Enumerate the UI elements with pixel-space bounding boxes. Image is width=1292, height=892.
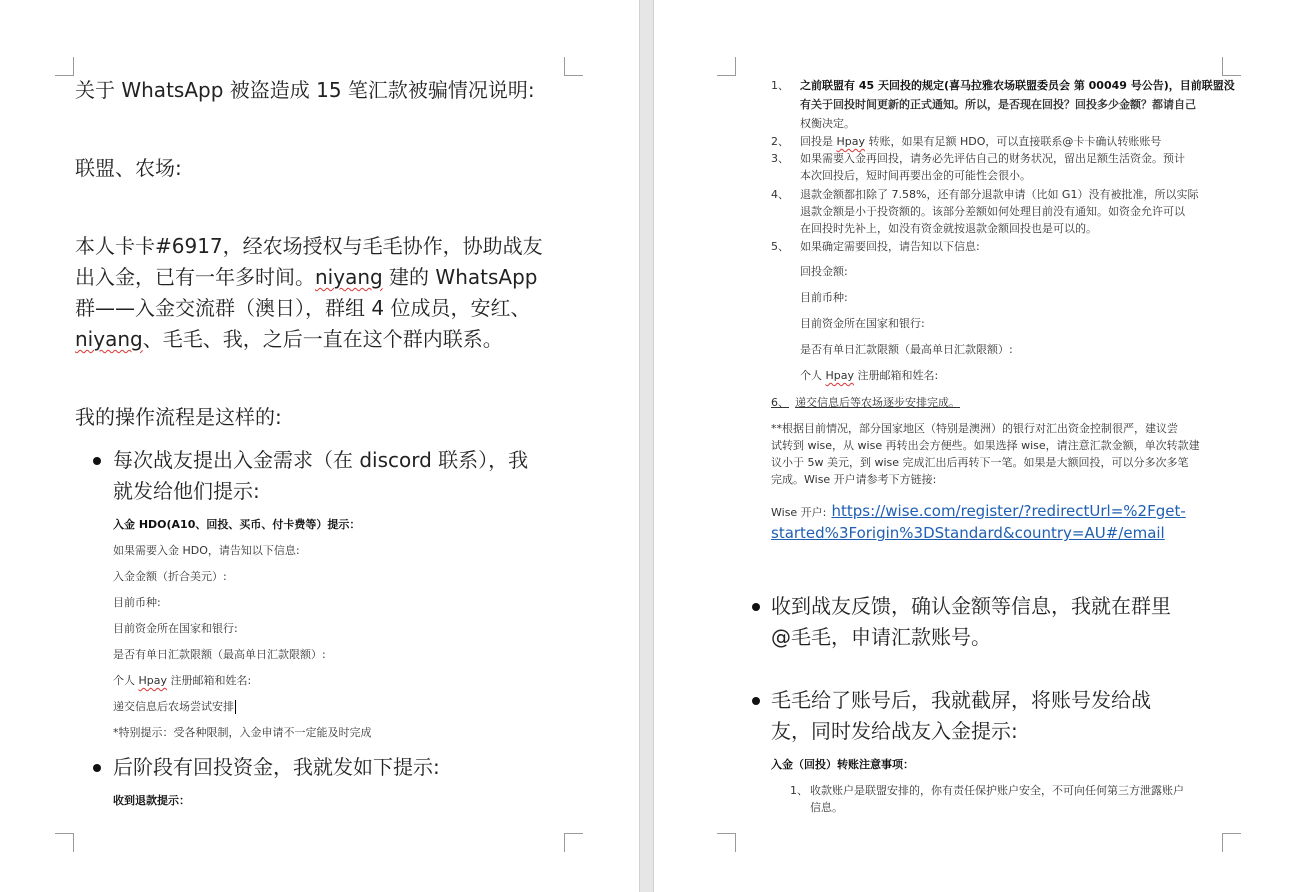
text-run: 回投是: [800, 135, 837, 148]
list-number: 4、: [771, 188, 789, 201]
bullet-text: @毛毛，申请汇款账号。: [771, 625, 991, 649]
crop-mark-top-left: [717, 57, 736, 76]
notice-line: 入金金额（折合美元）:: [113, 570, 227, 583]
text-run: 个人: [113, 674, 139, 687]
notice-title: 收到退款提示：: [113, 794, 190, 807]
list-item-line: 收款账户是联盟安排的，你有责任保护账户安全，不可向任何第三方泄露账户: [810, 784, 1184, 797]
bullet-text: 后阶段有回投资金，我就发如下提示:: [113, 755, 440, 779]
text-run: 、毛毛、我，之后一直在这个群内联系。: [142, 327, 503, 351]
form-field-line: 目前币种:: [800, 291, 848, 304]
text-run: 注册邮箱和姓名:: [854, 369, 939, 382]
text-cursor: [235, 700, 236, 714]
document-title: 关于 WhatsApp 被盗造成 15 笔汇款被骗情况说明:: [75, 78, 535, 102]
page-gutter: [639, 0, 654, 892]
crop-mark-top-right: [564, 57, 583, 76]
form-field-line: 是否有单日汇款限额（最高单日汇款限额）:: [800, 343, 1013, 356]
list-item-line: 退款金额都扣除了 7.58%，还有部分退款申请（比如 G1）没有被批准，所以实际: [800, 188, 1199, 201]
spellcheck-word[interactable]: Hpay: [138, 674, 168, 687]
list-number: 1、: [771, 79, 789, 92]
wise-register-link-continued[interactable]: started%3Forigin%3DStandard&country=AU#/email: [771, 524, 1165, 542]
list-item-line: 权衡决定。: [800, 117, 855, 130]
document-page-left: [0, 0, 639, 892]
paragraph-line: [75, 262, 537, 293]
wise-label: Wise 开户:: [771, 506, 827, 519]
bullet-dot: [93, 764, 101, 772]
paragraph-line: 本人卡卡#6917，经农场授权与毛毛协作，协助战友: [75, 234, 543, 258]
text-run: 注册邮箱和姓名:: [167, 674, 252, 687]
document-page-right: [654, 0, 1292, 892]
spellcheck-word[interactable]: niyang: [75, 327, 143, 351]
list-number: 3、: [771, 152, 789, 165]
notice-line: 目前币种:: [113, 596, 161, 609]
note-line: 完成。Wise 开户请参考下方链接:: [771, 473, 937, 486]
list-item-line: 如果需要入金再回投，请务必先评估自己的财务状况，留出足额生活资金。预计: [800, 152, 1185, 165]
paragraph-line: [75, 324, 503, 355]
crop-mark-bottom-right: [1222, 833, 1241, 852]
list-item-line: 退款金额是小于投资额的。该部分差额如何处理目前没有通知。如资金允许可以: [800, 205, 1185, 218]
list-number: 2、: [771, 135, 789, 148]
note-line: 议小于 5w 美元，到 wise 完成汇出后再转下一笔。如果是大额回投，可以分多次多笔: [771, 456, 1189, 469]
list-item-line: [771, 394, 960, 412]
note-line: **根据目前情况，部分国家地区（特别是澳洲）的银行对汇出资金控制很严，建议尝: [771, 422, 1178, 435]
paragraph-line: 群——入金交流群（澳日），群组 4 位成员，安红、: [75, 296, 531, 320]
text-run: 出入金，已有一年多时间。: [75, 265, 315, 289]
crop-mark-bottom-left: [55, 833, 74, 852]
list-number: 5、: [771, 240, 789, 253]
notice-line: 目前资金所在国家和银行:: [113, 622, 238, 635]
form-field-line: 回投金额:: [800, 265, 848, 278]
crop-mark-bottom-left: [717, 833, 736, 852]
spellcheck-word[interactable]: Hpay: [825, 369, 855, 382]
notice-line: *特别提示：受各种限制，入金申请不一定能及时完成: [113, 726, 372, 739]
list-item-line: 在回投时先补上，如没有资金就按退款金额回投也是可以的。: [800, 222, 1097, 235]
text-run: 转账，如果有足额 HDO，可以直接联系@卡卡确认转账账号: [865, 135, 1162, 148]
list-number: 1、: [790, 784, 808, 797]
bullet-text: 就发给他们提示:: [113, 479, 260, 503]
note-line: 试转到 wise，从 wise 再转出会方便些。如果选择 wise，请注意汇款金额，单次转款建: [771, 439, 1200, 452]
list-item-line: 之前联盟有 45 天回投的规定(喜马拉雅农场联盟委员会 第 00049 号公告)，目前联盟没: [800, 79, 1235, 92]
wise-register-link[interactable]: https://wise.com/register/?redirectUrl=%2Fget-: [831, 502, 1186, 520]
form-field-line: 目前资金所在国家和银行:: [800, 317, 925, 330]
process-heading: 我的操作流程是这样的:: [75, 405, 282, 429]
bullet-text: 友，同时发给战友入金提示:: [771, 719, 1018, 743]
crop-mark-bottom-right: [564, 833, 583, 852]
list-item-line: 如果确定需要回投，请告知以下信息:: [800, 240, 980, 253]
notice-title: 入金（回投）转账注意事项：: [771, 758, 914, 771]
list-item-line: 信息。: [810, 801, 843, 814]
bullet-text: 每次战友提出入金需求（在 discord 联系），我: [113, 448, 529, 472]
list-number: 6、: [771, 396, 789, 409]
bullet-dot: [93, 457, 101, 465]
list-item-line: 有关于回投时间更新的正式通知。所以，是否现在回投？回投多少金额？都请自己: [800, 98, 1196, 111]
notice-line: 如果需要入金 HDO，请告知以下信息:: [113, 544, 300, 557]
notice-title: 入金 HDO(A10、回投、买币、付卡费等）提示：: [113, 518, 361, 531]
notice-line: 是否有单日汇款限额（最高单日汇款限额）:: [113, 648, 326, 661]
text-run: 建的 WhatsApp: [382, 265, 538, 289]
text-run: 个人: [800, 369, 826, 382]
crop-mark-top-right: [1222, 57, 1241, 76]
crop-mark-top-left: [55, 57, 74, 76]
text-run: 递交信息后等农场逐步安排完成。: [795, 396, 960, 409]
spellcheck-word[interactable]: niyang: [315, 265, 383, 289]
notice-line[interactable]: [113, 698, 236, 716]
bullet-text: 收到战友反馈，确认金额等信息，我就在群里: [771, 594, 1171, 618]
list-item-line: 本次回投后，短时间再要出金的可能性会很小。: [800, 169, 1031, 182]
salutation: 联盟、农场:: [75, 156, 182, 180]
bullet-text: 毛毛给了账号后，我就截屏，将账号发给战: [771, 688, 1151, 712]
bullet-dot: [752, 697, 760, 705]
text-run: 递交信息后农场尝试安排: [113, 700, 234, 713]
form-field-line: [800, 367, 938, 385]
list-item-line: [800, 133, 1161, 151]
wise-link-row: [771, 500, 1186, 523]
spellcheck-word[interactable]: Hpay: [836, 135, 866, 148]
bullet-dot: [752, 603, 760, 611]
notice-line: [113, 672, 251, 690]
